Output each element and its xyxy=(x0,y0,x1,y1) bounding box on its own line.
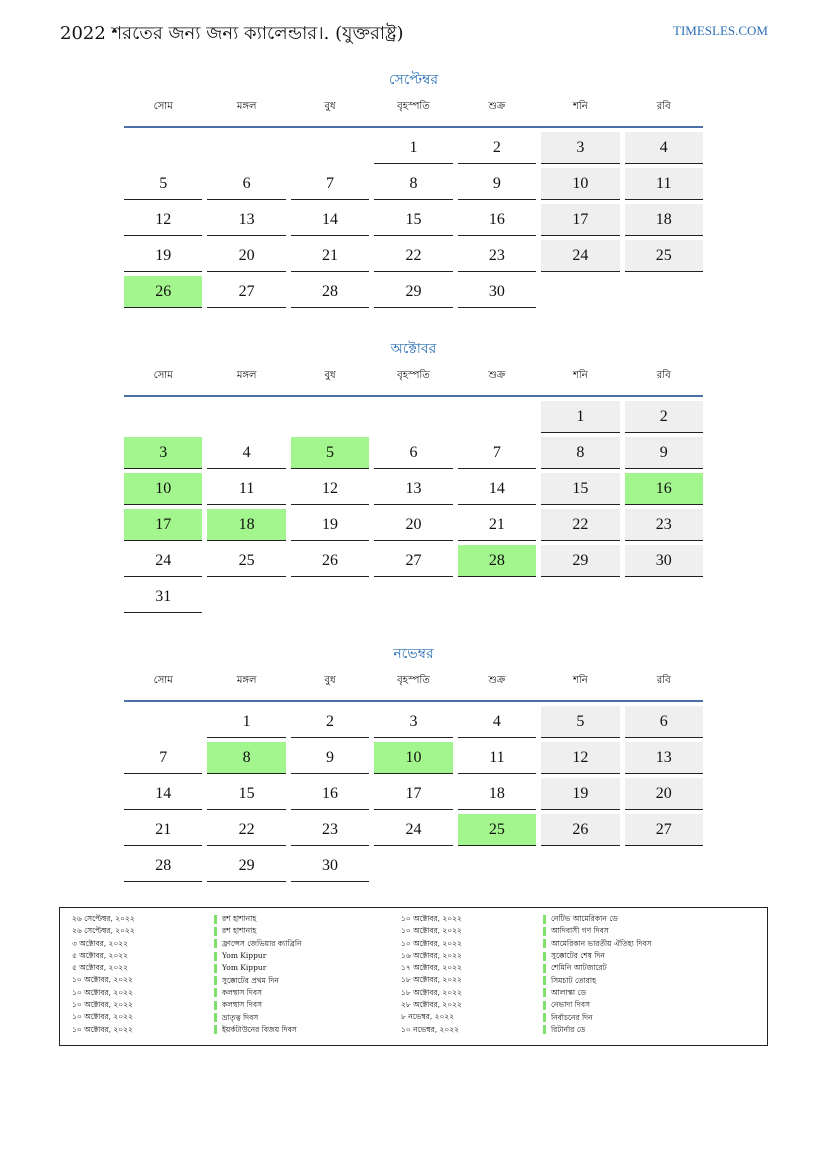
day-cell[interactable]: 29 xyxy=(541,545,619,577)
legend-holiday-name: কলম্বাস দিবস xyxy=(222,1000,262,1010)
day-cell[interactable]: 15 xyxy=(207,778,285,810)
legend-date: ১৬ অক্টোবর, ২০২২ xyxy=(401,950,462,960)
day-cell[interactable]: 21 xyxy=(124,814,202,846)
month-november xyxy=(124,644,703,886)
legend-holiday xyxy=(214,974,389,986)
week-row xyxy=(124,401,703,437)
day-cell[interactable]: 19 xyxy=(124,240,202,272)
day-cell[interactable]: 13 xyxy=(374,473,452,505)
legend-holiday xyxy=(214,962,389,974)
legend-date: ৮ নভেম্বর, ২০২২ xyxy=(401,1012,455,1022)
weekday-label: সোম xyxy=(153,101,173,112)
month-september xyxy=(124,70,703,312)
weekday-label: বুধ xyxy=(324,675,336,686)
empty-day-cell xyxy=(124,132,202,164)
legend-row xyxy=(60,962,767,974)
month-title: নভেম্বর xyxy=(393,646,434,662)
weekday-label: মঙ্গল xyxy=(236,370,257,381)
legend-date: ১০ অক্টোবর, ২০২২ xyxy=(401,938,462,948)
empty-day-cell xyxy=(207,581,285,613)
weekday-label: রবি xyxy=(656,675,671,686)
holiday-legend xyxy=(59,907,768,1046)
weekday-label: বৃহস্পতি xyxy=(397,370,430,381)
day-cell[interactable]: 12 xyxy=(124,204,202,236)
legend-date: ১০ অক্টোবর, ২০২২ xyxy=(72,1012,133,1022)
day-cell[interactable]: 5 xyxy=(124,168,202,200)
weekday-label: বৃহস্পতি xyxy=(397,675,430,686)
day-cell[interactable]: 26 xyxy=(124,276,202,308)
legend-date: ১০ নভেম্বর, ২০২২ xyxy=(401,1024,460,1034)
weekday-label: বুধ xyxy=(324,101,336,112)
day-cell[interactable]: 7 xyxy=(291,168,369,200)
empty-day-cell xyxy=(541,581,619,613)
day-cell[interactable]: 21 xyxy=(458,509,536,541)
legend-holiday xyxy=(214,987,389,999)
week-row xyxy=(124,437,703,473)
legend-holiday-name: রিটার্নার ডে xyxy=(551,1024,586,1034)
legend-holiday-name: নেভাদা দিবস xyxy=(551,1000,590,1010)
day-cell[interactable]: 1 xyxy=(541,401,619,433)
week-row xyxy=(124,509,703,545)
legend-date: ১৮ অক্টোবর, ২০২২ xyxy=(401,975,462,985)
day-cell[interactable]: 18 xyxy=(625,204,703,236)
day-cell[interactable]: 6 xyxy=(374,437,452,469)
page-title: 2022 শরতের জন্য জন্য ক্যালেন্ডার।. (যুক্তরাষ্ট্র) xyxy=(60,23,404,44)
legend-holiday-name: সিমচাট তোরাহ xyxy=(551,975,597,985)
day-cell[interactable]: 28 xyxy=(291,276,369,308)
day-cell[interactable]: 8 xyxy=(374,168,452,200)
holiday-marker xyxy=(543,927,546,936)
legend-holiday xyxy=(214,913,389,925)
weekday-label: সোম xyxy=(153,370,173,381)
empty-day-cell xyxy=(124,401,202,433)
legend-row xyxy=(60,1011,767,1023)
holiday-marker xyxy=(214,952,217,961)
week-row xyxy=(124,276,703,312)
legend-date: ২৬ সেপ্টেম্বর, ২০২২ xyxy=(72,914,135,923)
legend-holiday xyxy=(214,925,389,937)
weekday-label: বুধ xyxy=(324,370,336,381)
legend-holiday-name: Yom Kippur xyxy=(222,951,267,961)
legend-holiday-name: আদিবাসী গণ দিবস xyxy=(551,926,609,936)
day-cell[interactable]: 5 xyxy=(291,437,369,469)
legend-holiday xyxy=(214,950,389,962)
week-row xyxy=(124,814,703,850)
day-cell[interactable]: 11 xyxy=(625,168,703,200)
day-cell[interactable]: 24 xyxy=(124,545,202,577)
day-cell[interactable]: 27 xyxy=(625,814,703,846)
empty-day-cell xyxy=(124,706,202,738)
week-row xyxy=(124,545,703,581)
day-cell[interactable]: 8 xyxy=(207,742,285,774)
empty-day-cell xyxy=(458,581,536,613)
holiday-marker xyxy=(214,939,217,948)
empty-day-cell xyxy=(541,276,619,308)
day-cell[interactable]: 27 xyxy=(207,276,285,308)
empty-day-cell xyxy=(291,132,369,164)
day-cell[interactable]: 18 xyxy=(458,778,536,810)
legend-holiday-name: নেটিভ আমেরিকান ডে xyxy=(551,914,618,924)
day-cell[interactable]: 24 xyxy=(541,240,619,272)
legend-date: ১০ অক্টোবর, ২০২২ xyxy=(401,914,462,923)
legend-row xyxy=(60,1024,767,1036)
day-cell[interactable]: 22 xyxy=(207,814,285,846)
weekday-label: শনি xyxy=(572,101,588,112)
day-cell[interactable]: 3 xyxy=(541,132,619,164)
legend-holiday xyxy=(543,999,718,1011)
day-cell[interactable]: 14 xyxy=(291,204,369,236)
day-cell[interactable]: 15 xyxy=(374,204,452,236)
holiday-marker xyxy=(543,1013,546,1022)
legend-holiday-name: সুক্কোটের শেষ দিন xyxy=(551,951,605,961)
weekday-label: মঙ্গল xyxy=(236,675,257,686)
empty-day-cell xyxy=(458,850,536,882)
legend-date: ১০ অক্টোবর, ২০২২ xyxy=(72,975,133,985)
day-cell[interactable]: 12 xyxy=(291,473,369,505)
week-row xyxy=(124,778,703,814)
week-row xyxy=(124,706,703,742)
holiday-marker xyxy=(214,976,217,985)
holiday-marker xyxy=(543,915,546,924)
legend-holiday-name: Yom Kippur xyxy=(222,963,267,973)
holiday-marker xyxy=(214,964,217,973)
day-cell[interactable]: 28 xyxy=(124,850,202,882)
day-cell[interactable]: 4 xyxy=(458,706,536,738)
day-cell[interactable]: 10 xyxy=(541,168,619,200)
legend-date: ১০ অক্টোবর, ২০২২ xyxy=(72,987,133,997)
week-row xyxy=(124,168,703,204)
legend-row xyxy=(60,999,767,1011)
day-cell[interactable]: 25 xyxy=(207,545,285,577)
week-row xyxy=(124,473,703,509)
day-cell[interactable]: 8 xyxy=(541,437,619,469)
empty-day-cell xyxy=(374,401,452,433)
day-cell[interactable]: 30 xyxy=(458,276,536,308)
holiday-marker xyxy=(543,976,546,985)
legend-date: ১০ অক্টোবর, ২০২২ xyxy=(401,926,462,936)
day-cell[interactable]: 26 xyxy=(541,814,619,846)
holiday-marker xyxy=(543,988,546,997)
legend-holiday-name: আলাস্কা ডে xyxy=(551,987,587,997)
day-cell[interactable]: 16 xyxy=(625,473,703,505)
day-cell[interactable]: 2 xyxy=(625,401,703,433)
week-row xyxy=(124,581,703,617)
holiday-marker xyxy=(543,1025,546,1034)
header-rule xyxy=(124,700,703,702)
day-cell[interactable]: 14 xyxy=(124,778,202,810)
legend-date: ১০ অক্টোবর, ২০২২ xyxy=(72,1024,133,1034)
legend-row xyxy=(60,950,767,962)
legend-holiday-name: কলম্বাস দিবস xyxy=(222,987,262,997)
weekday-label: বৃহস্পতি xyxy=(397,101,430,112)
day-cell[interactable]: 17 xyxy=(124,509,202,541)
holiday-marker xyxy=(543,964,546,973)
holiday-marker xyxy=(543,1001,546,1010)
day-cell[interactable]: 31 xyxy=(124,581,202,613)
month-title: অক্টোবর xyxy=(390,341,437,357)
legend-holiday xyxy=(543,1024,718,1036)
weekday-label: শনি xyxy=(572,675,588,686)
day-cell[interactable]: 19 xyxy=(541,778,619,810)
holiday-marker xyxy=(214,915,217,924)
legend-holiday xyxy=(214,938,389,950)
day-cell[interactable]: 7 xyxy=(124,742,202,774)
legend-holiday xyxy=(543,987,718,999)
legend-holiday-name: শেমিনি আটজারেট xyxy=(551,963,607,973)
day-cell[interactable]: 7 xyxy=(458,437,536,469)
week-row xyxy=(124,204,703,240)
weekday-label: রবি xyxy=(656,370,671,381)
legend-holiday xyxy=(543,925,718,937)
day-cell[interactable]: 3 xyxy=(124,437,202,469)
legend-holiday-name: ইয়র্কটাউনের বিজয় দিবস xyxy=(222,1024,297,1034)
empty-day-cell xyxy=(207,401,285,433)
legend-holiday-name: রশ হাশানাহ xyxy=(222,914,257,924)
legend-holiday-name: ফ্রান্সেস জেভিয়ার ক্যাব্রিনি xyxy=(222,938,302,948)
holiday-marker xyxy=(214,1001,217,1010)
day-cell[interactable]: 28 xyxy=(458,545,536,577)
day-cell[interactable]: 10 xyxy=(124,473,202,505)
empty-day-cell xyxy=(374,850,452,882)
legend-holiday-name: নির্বাচনের দিন xyxy=(551,1012,593,1022)
holiday-marker xyxy=(214,1013,217,1022)
day-cell[interactable]: 6 xyxy=(625,706,703,738)
empty-day-cell xyxy=(291,581,369,613)
day-cell[interactable]: 24 xyxy=(374,814,452,846)
holiday-marker xyxy=(543,952,546,961)
legend-date: ১০ অক্টোবর, ২০২২ xyxy=(72,1000,133,1010)
legend-holiday xyxy=(543,938,718,950)
site-link[interactable]: TIMESLES.COM xyxy=(673,23,768,38)
header-rule xyxy=(124,126,703,128)
day-cell[interactable]: 13 xyxy=(625,742,703,774)
day-cell[interactable]: 22 xyxy=(374,240,452,272)
legend-holiday-name: আমেরিকান ভারতীয় ঐতিহ্য দিবস xyxy=(551,938,652,948)
legend-date: ২৮ অক্টোবর, ২০২২ xyxy=(401,1000,462,1010)
day-cell[interactable]: 6 xyxy=(207,168,285,200)
legend-holiday xyxy=(214,1024,389,1036)
day-cell[interactable]: 30 xyxy=(625,545,703,577)
legend-holiday xyxy=(214,1011,389,1023)
day-cell[interactable]: 25 xyxy=(458,814,536,846)
legend-row xyxy=(60,925,767,937)
legend-row xyxy=(60,974,767,986)
day-cell[interactable]: 25 xyxy=(625,240,703,272)
weekday-header xyxy=(124,674,703,700)
holiday-marker xyxy=(214,988,217,997)
day-cell[interactable]: 10 xyxy=(374,742,452,774)
day-cell[interactable]: 5 xyxy=(541,706,619,738)
legend-holiday xyxy=(543,913,718,925)
day-cell[interactable]: 15 xyxy=(541,473,619,505)
day-cell[interactable]: 20 xyxy=(207,240,285,272)
legend-holiday xyxy=(543,1011,718,1023)
legend-holiday xyxy=(543,974,718,986)
day-cell[interactable]: 22 xyxy=(541,509,619,541)
day-cell[interactable]: 14 xyxy=(458,473,536,505)
day-cell[interactable]: 12 xyxy=(541,742,619,774)
legend-holiday-name: সুক্কোটের প্রথম দিন xyxy=(222,975,279,985)
day-cell[interactable]: 20 xyxy=(625,778,703,810)
day-cell[interactable]: 16 xyxy=(291,778,369,810)
legend-holiday xyxy=(543,962,718,974)
day-cell[interactable]: 23 xyxy=(291,814,369,846)
day-cell[interactable]: 26 xyxy=(291,545,369,577)
day-cell[interactable]: 21 xyxy=(291,240,369,272)
day-cell[interactable]: 9 xyxy=(291,742,369,774)
day-cell[interactable]: 18 xyxy=(207,509,285,541)
day-cell[interactable]: 4 xyxy=(207,437,285,469)
weekday-label: শনি xyxy=(572,370,588,381)
legend-holiday xyxy=(214,999,389,1011)
day-cell[interactable]: 1 xyxy=(374,132,452,164)
empty-day-cell xyxy=(207,132,285,164)
holiday-marker xyxy=(214,1025,217,1034)
day-cell[interactable]: 3 xyxy=(374,706,452,738)
holiday-marker xyxy=(214,927,217,936)
header-rule xyxy=(124,395,703,397)
empty-day-cell xyxy=(625,276,703,308)
legend-date: ৩ অক্টোবর, ২০২২ xyxy=(72,938,129,948)
day-cell[interactable]: 29 xyxy=(207,850,285,882)
legend-row xyxy=(60,913,767,925)
weekday-label: শুক্র xyxy=(488,101,506,112)
empty-day-cell xyxy=(625,850,703,882)
day-cell[interactable]: 17 xyxy=(541,204,619,236)
empty-day-cell xyxy=(458,401,536,433)
empty-day-cell xyxy=(541,850,619,882)
day-cell[interactable]: 23 xyxy=(625,509,703,541)
weekday-label: মঙ্গল xyxy=(236,101,257,112)
month-title: সেপ্টেম্বর xyxy=(388,72,439,88)
weekday-label: শুক্র xyxy=(488,370,506,381)
weekday-label: শুক্র xyxy=(488,675,506,686)
empty-day-cell xyxy=(374,581,452,613)
day-cell[interactable]: 27 xyxy=(374,545,452,577)
legend-holiday-name: ভ্রাতৃত্ব দিবস xyxy=(222,1012,259,1022)
legend-holiday-name: রশ হাশানাহ xyxy=(222,926,257,936)
week-row xyxy=(124,742,703,778)
day-cell[interactable]: 20 xyxy=(374,509,452,541)
legend-date: ৫ অক্টোবর, ২০২২ xyxy=(72,950,129,960)
day-cell[interactable]: 1 xyxy=(207,706,285,738)
holiday-marker xyxy=(543,939,546,948)
legend-row xyxy=(60,987,767,999)
day-cell[interactable]: 13 xyxy=(207,204,285,236)
empty-day-cell xyxy=(625,581,703,613)
day-cell[interactable]: 23 xyxy=(458,240,536,272)
day-cell[interactable]: 11 xyxy=(207,473,285,505)
day-cell[interactable]: 9 xyxy=(625,437,703,469)
empty-day-cell xyxy=(291,401,369,433)
weekday-header xyxy=(124,369,703,395)
day-cell[interactable]: 2 xyxy=(458,132,536,164)
day-cell[interactable]: 17 xyxy=(374,778,452,810)
legend-date: ১৮ অক্টোবর, ২০২২ xyxy=(401,987,462,997)
day-cell[interactable]: 2 xyxy=(291,706,369,738)
day-cell[interactable]: 9 xyxy=(458,168,536,200)
week-row xyxy=(124,132,703,168)
day-cell[interactable]: 11 xyxy=(458,742,536,774)
day-cell[interactable]: 30 xyxy=(291,850,369,882)
weekday-header xyxy=(124,100,703,126)
weekday-label: সোম xyxy=(153,675,173,686)
legend-date: ১৭ অক্টোবর, ২০২২ xyxy=(401,963,462,973)
day-cell[interactable]: 16 xyxy=(458,204,536,236)
week-row xyxy=(124,850,703,886)
week-row xyxy=(124,240,703,276)
day-cell[interactable]: 29 xyxy=(374,276,452,308)
day-cell[interactable]: 4 xyxy=(625,132,703,164)
legend-date: ২৬ সেপ্টেম্বর, ২০২২ xyxy=(72,926,135,936)
day-cell[interactable]: 19 xyxy=(291,509,369,541)
weekday-label: রবি xyxy=(656,101,671,112)
legend-row xyxy=(60,938,767,950)
legend-holiday xyxy=(543,950,718,962)
legend-date: ৫ অক্টোবর, ২০২২ xyxy=(72,963,129,973)
month-october xyxy=(124,339,703,617)
